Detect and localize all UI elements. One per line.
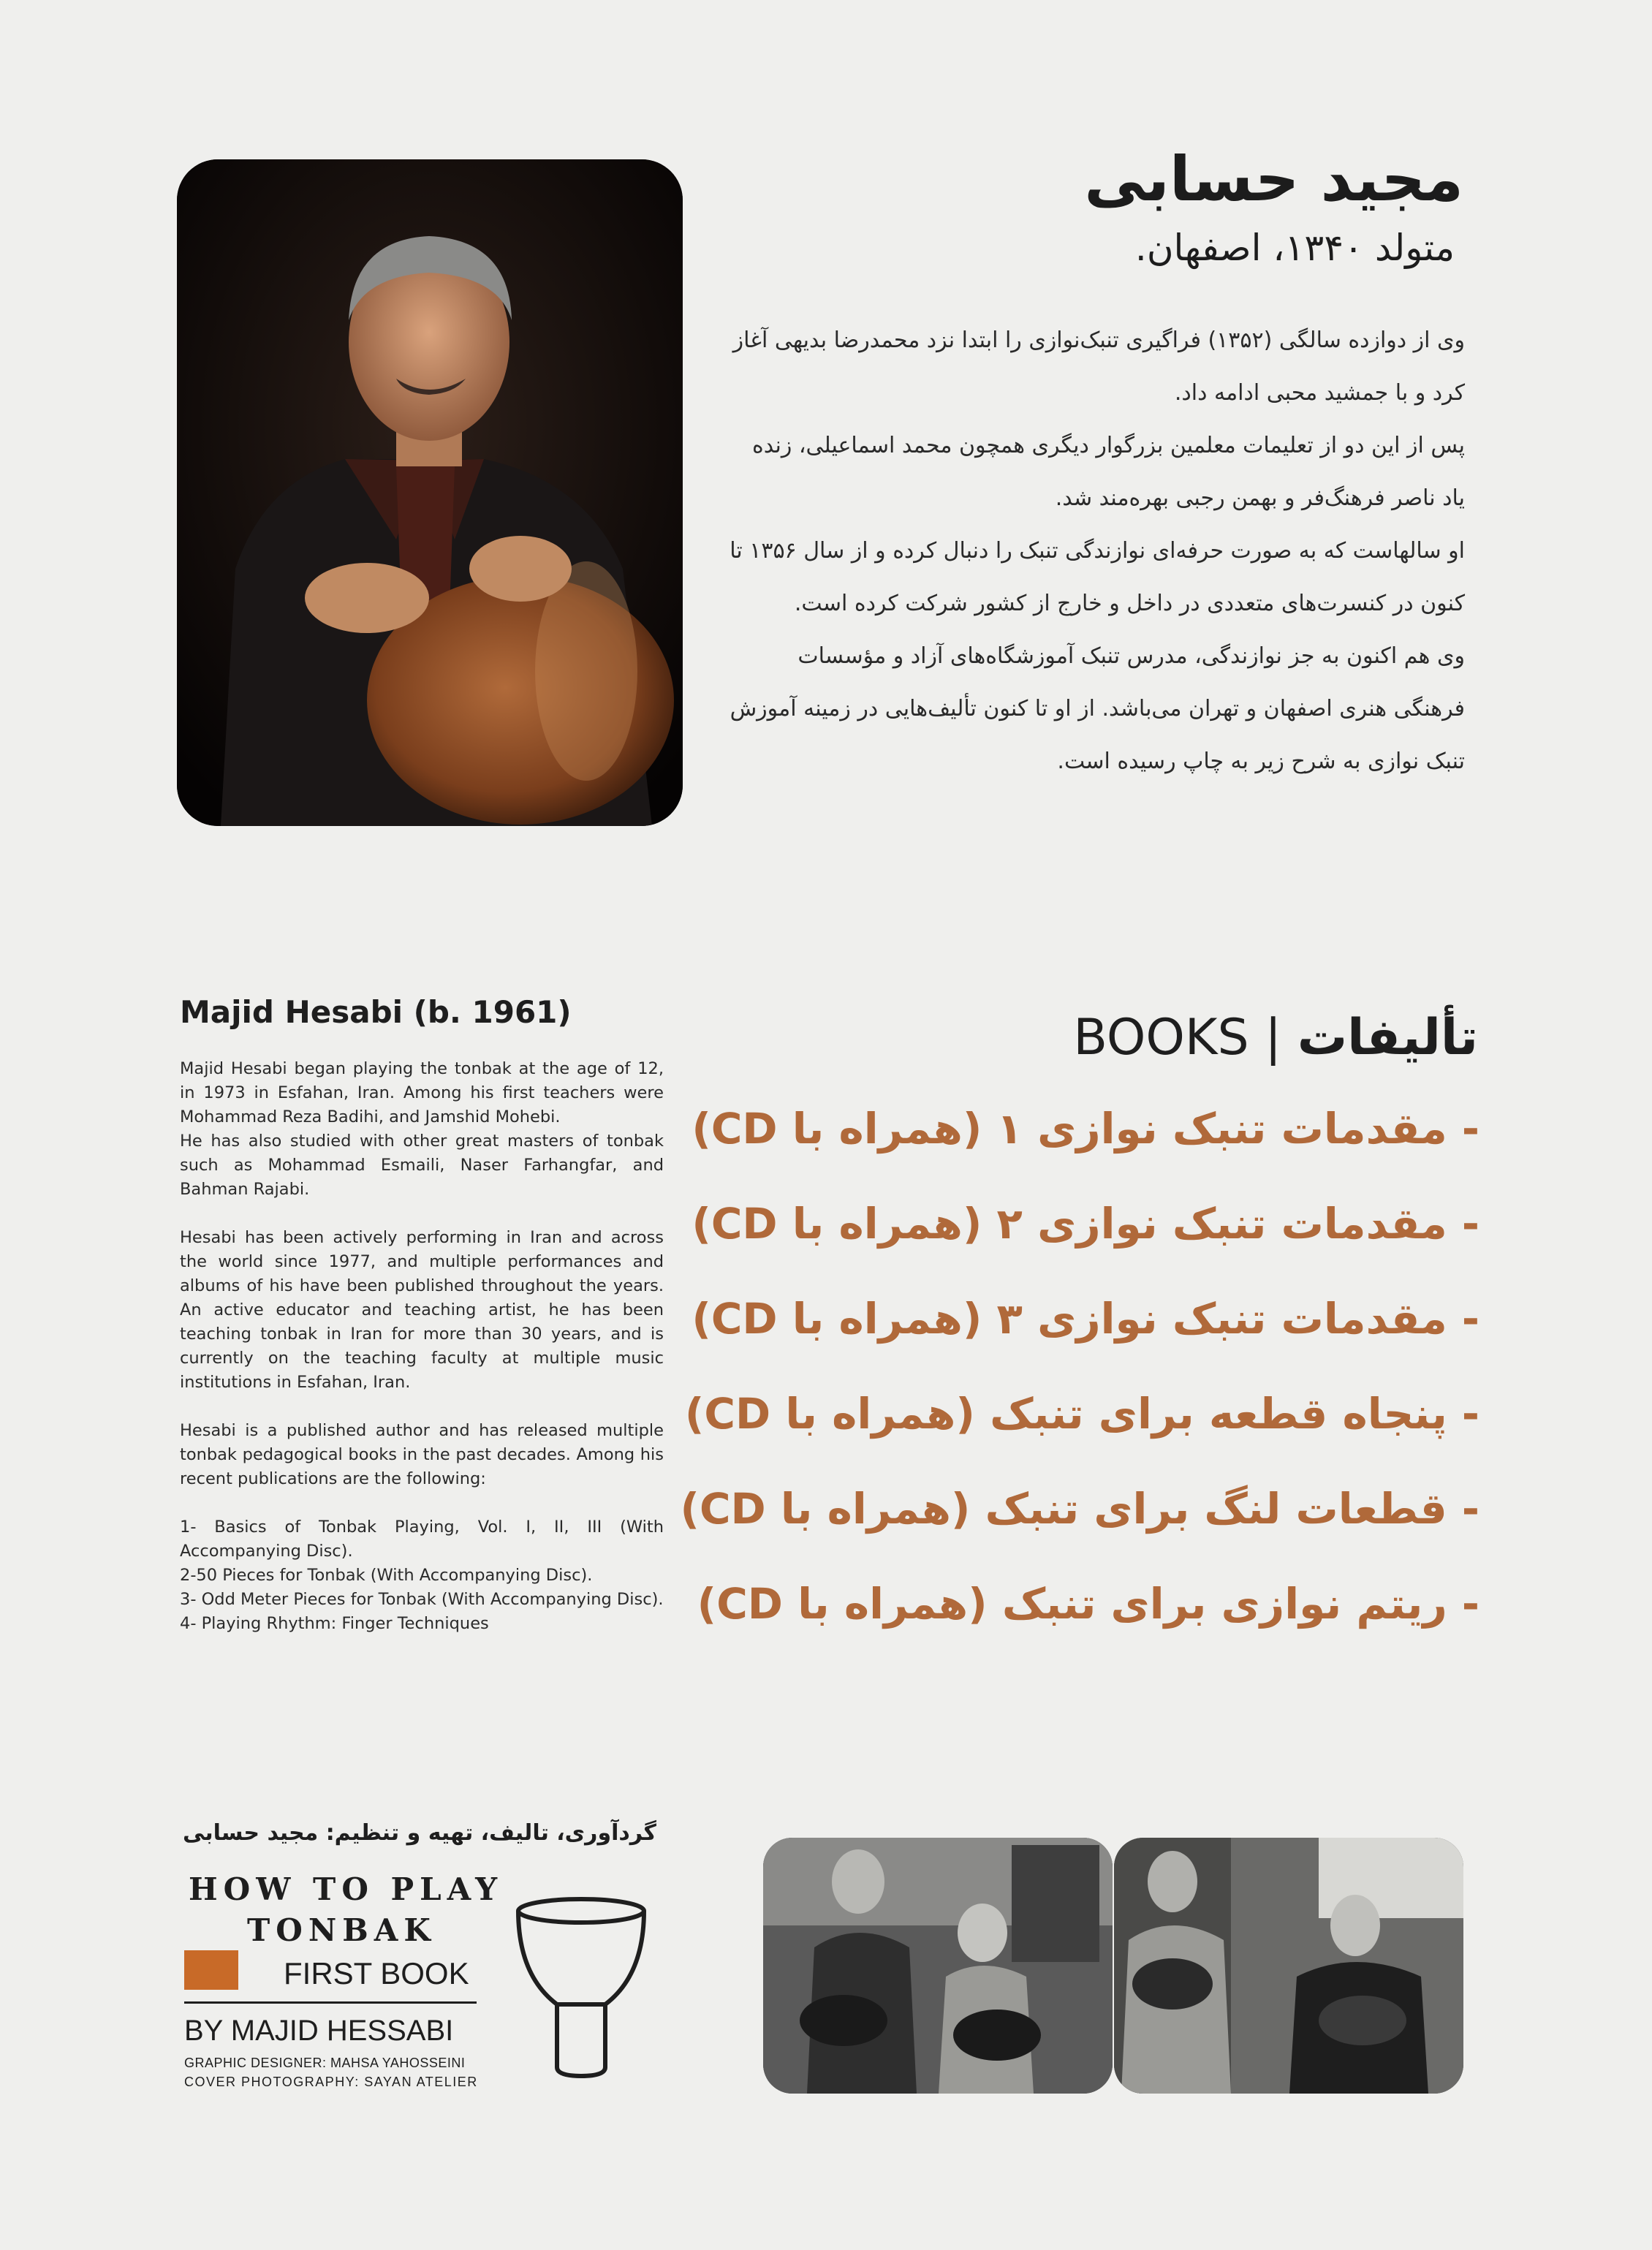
accent-swatch [184,1950,238,1990]
list-item: 3- Odd Meter Pieces for Tonbak (With Accompanying Disc). [180,1590,664,1609]
persian-birth-info: متولد ۱۳۴۰، اصفهان. [1134,227,1455,269]
persian-bio-paragraph: وی هم اکنون به جز نوازندگی، مدرس تنبک آموزشگاه‌های آزاد و مؤسسات فرهنگی هنری اصفهان و تهران می‌باشد. از او تا کنون تألیف‌هایی در زمینه آموزش تنبک نوازی به شرح زیر به چاپ رسیده است. [730,643,1465,774]
archive-photo-students [763,1838,1113,2094]
books-heading-en: BOOKS [1073,1009,1249,1067]
book-item: - قطعات لنگ برای تنبک (همراه با CD) [680,1484,1479,1534]
graphic-designer-credit: GRAPHIC DESIGNER: MAHSA YAHOSSEINI [184,2056,466,2070]
persian-credit-line: گردآوری، تالیف، تهیه و تنظیم: مجید حسابی [183,1820,656,1846]
english-bio-paragraph: Hesabi is a published author and has released multiple tonbak pedagogical books in the past decades. Among his recent publications are the following: [180,1421,664,1488]
cover-photography-credit: COVER PHOTOGRAPHY: SAYAN ATELIER [184,2075,478,2089]
book-item: - پنجاه قطعه برای تنبک (همراه با CD) [684,1389,1479,1439]
book-item: - مقدمات تنبک نوازی ۳ (همراه با CD) [692,1294,1479,1344]
portrait-photo [177,159,683,826]
books-list [680,1104,1479,1674]
english-author-title: Majid Hesabi (b. 1961) [180,994,572,1030]
book-item: - ریتم نوازی برای تنبک (همراه با CD) [697,1579,1479,1629]
archive-photo-teacher-illustration [1114,1838,1463,2094]
books-heading [1073,1009,1478,1067]
list-item: 2-50 Pieces for Tonbak (With Accompanying Disc). [180,1566,593,1585]
english-bio-sentence: Majid Hesabi began playing the tonbak at the age of 12, in 1973 in Esfahan, Iran. Among his first teachers were Mohammad Reza Badihi, and Jamshid Mohebi. [180,1059,664,1126]
list-item: 1- Basics of Tonbak Playing, Vol. I, II, III (With Accompanying Disc). [180,1518,664,1561]
persian-bio-paragraph: او سالهاست که به صورت حرفه‌ای نوازندگی تنبک را دنبال کرده و از سال ۱۳۵۶ تا کنون در کنسرت‌های متعددی در داخل و خارج از کشور شرکت کرده است. [730,538,1465,616]
persian-bio-paragraph: پس از این دو از تعلیمات معلمین بزرگوار دیگری همچون محمد اسماعیلی، زنده یاد ناصر فرهنگ‌فر و بهمن رجبی بهره‌مند شد. [752,433,1465,511]
list-item: 4- Playing Rhythm: Finger Techniques [180,1614,489,1633]
english-biography [180,1057,664,1636]
portrait-illustration [177,159,683,826]
books-heading-separator: | [1265,1009,1282,1067]
english-bio-paragraph [180,1057,664,1202]
book-item: - مقدمات تنبک نوازی ۱ (همراه با CD) [692,1104,1479,1154]
english-publications-list [180,1515,664,1636]
books-heading-fa: تألیفات [1297,1009,1478,1067]
divider [184,2001,477,2004]
persian-bio-paragraph: وی از دوازده سالگی (۱۳۵۲) فراگیری تنبک‌نوازی را ابتدا نزد محمدرضا بدیهی آغاز کرد و با جمشید محبی ادامه داد. [732,327,1465,406]
by-author-label: BY MAJID HESSABI [184,2015,454,2047]
cover-title-line2: TONBAK [247,1912,436,1948]
archive-photo-students-illustration [763,1838,1113,2094]
english-bio-paragraph: Hesabi has been actively performing in Iran and across the world since 1977, and multiple performances and albums of his have been published throughout the years. An active educator and teaching artist, he has been teaching tonbak in Iran for more than 30 years, and is currently on the teaching faculty at multiple music institutions in Esfahan, Iran. [180,1228,664,1392]
persian-author-name: مجید حسابی [1084,143,1463,215]
book-item: - مقدمات تنبک نوازی ۲ (همراه با CD) [692,1199,1479,1249]
english-bio-sentence: He has also studied with other great masters of tonbak such as Mohammad Esmaili, Naser Farhangfar, and Bahman Rajabi. [180,1132,664,1199]
first-book-label: FIRST BOOK [284,1956,469,1990]
archive-photo-teacher [1114,1838,1463,2094]
cover-title-line1: HOW TO PLAY [189,1871,504,1907]
tonbak-drum-icon [512,1895,651,2082]
persian-biography [727,314,1465,788]
